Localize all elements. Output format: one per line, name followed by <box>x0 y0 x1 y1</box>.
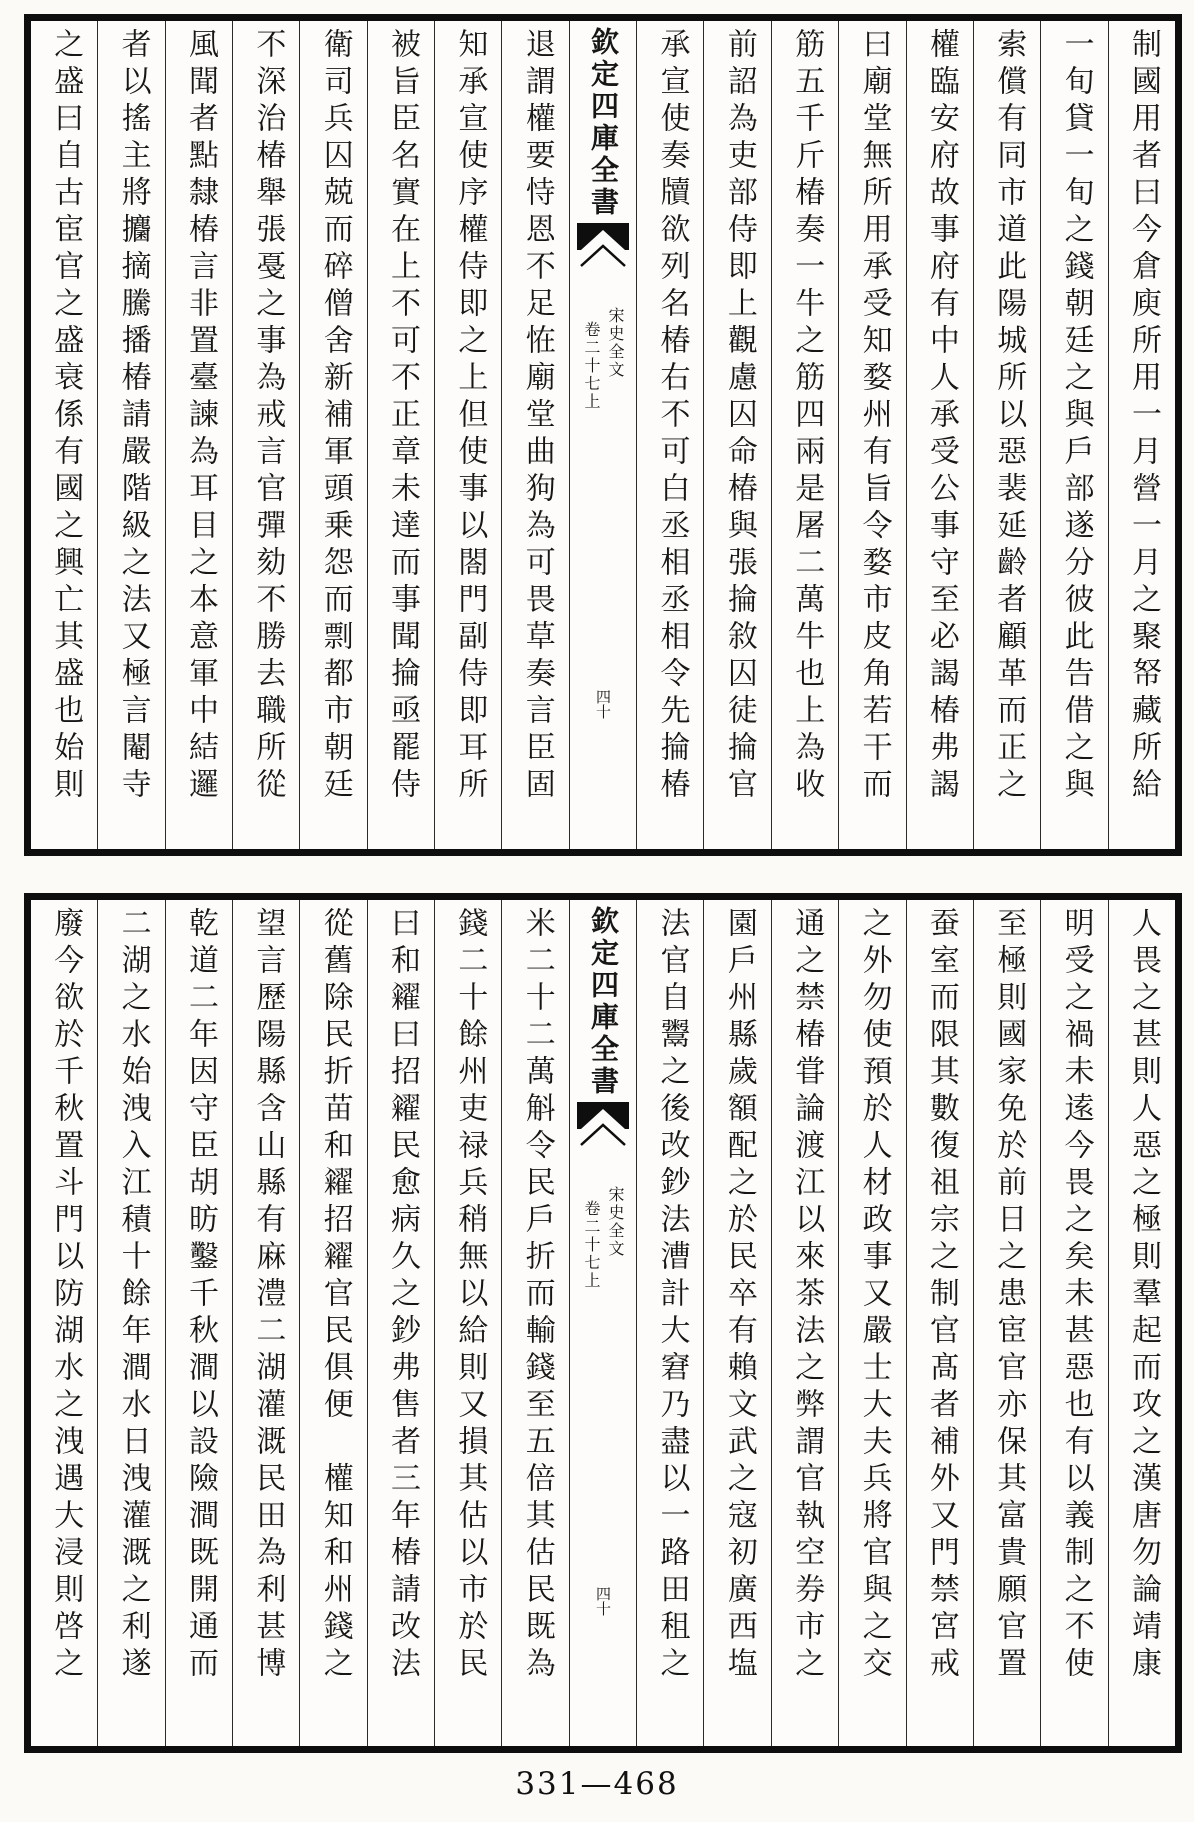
text-column: 通之禁椿甞論渡江以來茶法之弊謂官執空券市之 <box>771 900 838 1746</box>
work-title: 宋史全文 <box>605 307 625 379</box>
page-block-lower <box>24 893 1182 1753</box>
text-column: 被旨臣名實在上不可不正章未達而事聞掄亟罷侍 <box>367 21 434 849</box>
text-column: 權臨安府故事府有中人承受公事守至必謁椿弗謁 <box>906 21 973 849</box>
text-column: 至極則國家免於前日之患宦官亦保其富貴願官置 <box>973 900 1040 1746</box>
text-column: 一旬貸一旬之錢朝廷之與戶部遂分彼此告借之與 <box>1040 21 1107 849</box>
text-column: 不深治椿舉張戞之事為戒言官彈劾不勝去職所從 <box>232 21 299 849</box>
text-column: 曰廟堂無所用承受知婺州有旨令婺市皮角若干而 <box>838 21 905 849</box>
fishtail-icon <box>576 1102 630 1150</box>
series-title: 欽定四庫全書 <box>586 906 620 1098</box>
text-column: 承宣使奏牘欲列名椿右不可白丞相丞相令先掄椿 <box>636 21 703 849</box>
banxin-column <box>569 900 636 1746</box>
banxin-small-text <box>580 307 626 411</box>
text-column: 法官自鬻之後改鈔法漕計大窘乃盡以一路田租之 <box>636 900 703 1746</box>
juan-label: 卷二十七上 <box>581 321 601 411</box>
juan-label: 卷二十七上 <box>581 1200 601 1290</box>
text-column: 制國用者曰今倉庾所用一月營一月之聚帑藏所給 <box>1108 21 1175 849</box>
text-column: 望言歷陽縣含山縣有麻澧二湖灌溉民田為利甚博 <box>232 900 299 1746</box>
text-column: 衛司兵囚兢而碎僧舍新補軍頭乗怨而剽都市朝廷 <box>299 21 366 849</box>
text-column: 曰和糴曰招糴民愈病久之鈔弗售者三年椿請改法 <box>367 900 434 1746</box>
text-column: 風聞者點隸椿言非置臺諫為耳目之本意軍中結邏 <box>165 21 232 849</box>
text-column: 園戶州縣歲額配之於民卒有賴文武之寇初廣西塩 <box>703 900 770 1746</box>
text-column: 二湖之水始洩入江積十餘年澗水日洩灌溉之利遂 <box>97 900 164 1746</box>
series-title: 欽定四庫全書 <box>586 27 620 219</box>
text-column: 索償有同市道此陽城所以惡裴延齡者顧革而正之 <box>973 21 1040 849</box>
text-column: 米二十二萬斛令民戶折而輸錢至五倍其估民既為 <box>501 900 568 1746</box>
text-column: 退謂權要恃恩不足恠廟堂曲狗為可畏草奏言臣固 <box>501 21 568 849</box>
banxin-small-text <box>580 1186 626 1290</box>
work-title: 宋史全文 <box>605 1186 625 1258</box>
text-column: 者以搖主將攟摘騰播椿請嚴階級之法又極言閹寺 <box>97 21 164 849</box>
text-column: 之外勿使預於人材政事又嚴士大夫兵將官與之交 <box>838 900 905 1746</box>
page-block-upper <box>24 14 1182 856</box>
text-column: 從舊除民折苗和糴招糴官民俱便 權知和州錢之 <box>299 900 366 1746</box>
folio-number: 四十 <box>593 1586 612 1616</box>
text-column: 筋五千斤椿奏一牛之筋四兩是屠二萬牛也上為收 <box>771 21 838 849</box>
banxin-column <box>569 21 636 849</box>
text-column: 蚕室而限其數復祖宗之制官髙者補外又門禁宮戒 <box>906 900 973 1746</box>
fishtail-icon <box>576 223 630 271</box>
text-column: 之盛曰自古宦官之盛衰係有國之興亡其盛也始則 <box>48 28 84 805</box>
text-column: 明受之禍未逺今畏之矣未甚惡也有以義制之不使 <box>1040 900 1107 1746</box>
text-column: 乾道二年因守臣胡昉鑿千秋澗以設險澗既開通而 <box>165 900 232 1746</box>
text-column: 知承宣使序權侍即之上但使事以閤門副侍即耳所 <box>434 21 501 849</box>
folio-number: 四十 <box>593 689 612 719</box>
text-column: 人畏之甚則人惡之極則羣起而攻之漢唐勿論靖康 <box>1108 900 1175 1746</box>
text-column: 錢二十餘州吏禄兵稍無以給則又損其估以市於民 <box>434 900 501 1746</box>
text-column: 廢今欲於千秋置斗門以防湖水之洩遇大浸則啓之 <box>48 907 84 1684</box>
page-number: 331—468 <box>515 1766 679 1802</box>
text-column: 前詔為吏部侍即上觀慮囚命椿與張掄敘囚徒掄官 <box>703 21 770 849</box>
